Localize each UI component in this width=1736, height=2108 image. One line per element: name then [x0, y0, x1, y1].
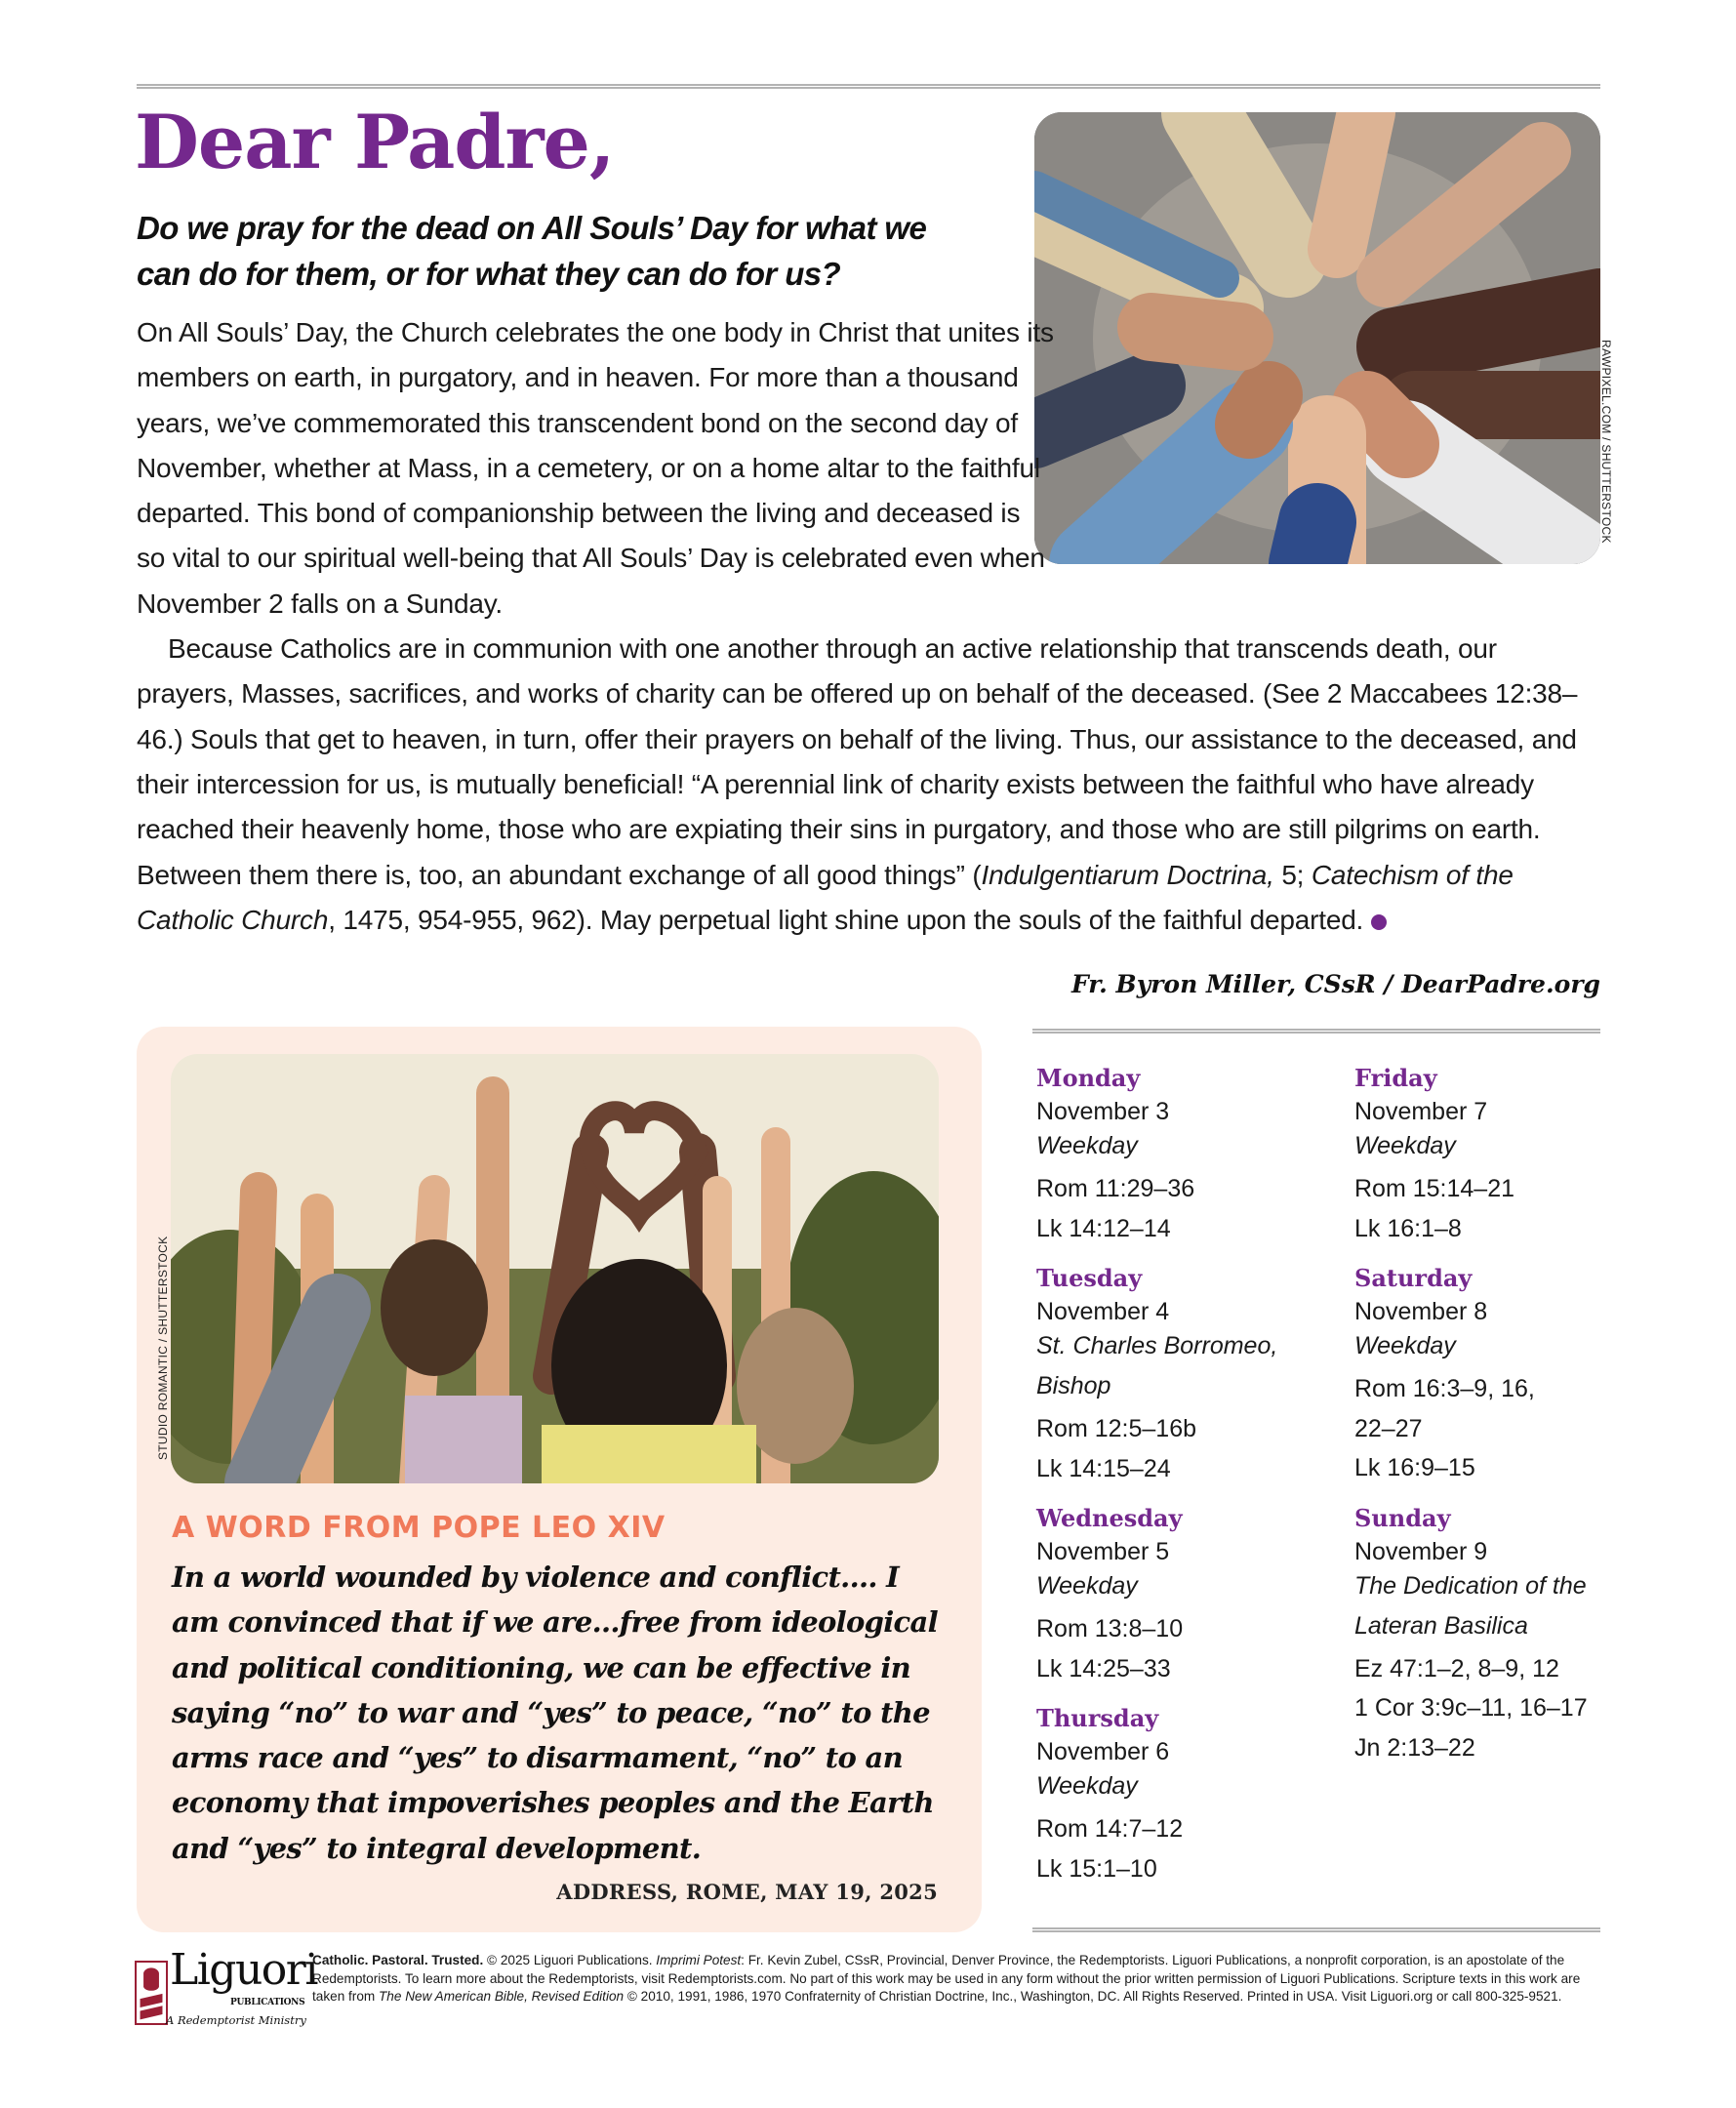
calendar-day-wednesday	[1036, 1502, 1310, 1688]
scripture-reading: Rom 16:3–9, 16,	[1354, 1375, 1535, 1402]
calendar-day-tuesday	[1036, 1262, 1310, 1488]
scripture-reading: Lk 14:15–24	[1036, 1454, 1171, 1482]
calendar-day-sunday	[1354, 1502, 1628, 1768]
footer-text: © 2025 Liguori Publications.	[483, 1953, 657, 1967]
scripture-reading: Rom 14:7–12	[1036, 1815, 1184, 1843]
day-name: Thursday	[1036, 1704, 1159, 1732]
day-name: Wednesday	[1036, 1504, 1183, 1532]
scripture-reading: 22–27	[1354, 1414, 1423, 1442]
scripture-reading: Lk 14:12–14	[1036, 1214, 1171, 1242]
heart-hands-illustration	[171, 1054, 939, 1483]
calendar-bottom-divider	[1032, 1927, 1600, 1932]
footer-text: : Fr. Kevin Zubel, CSsR, Provincial, Denver Province, the Redemptorists. Liguori Publications, a nonprofit corporation, is an apostolate of the Redemptorists. To learn more about the Redemptorists, visit Redemptorists.com. No part of this work may be used in any form without the prior written permission of Liguori Publications. Scripture texts in this work are taken from	[312, 1953, 1581, 2004]
calendar-day-thursday	[1036, 1702, 1310, 1888]
day-date: November 6	[1036, 1738, 1170, 1765]
article-body	[137, 310, 1600, 943]
calendar-day-saturday	[1354, 1262, 1628, 1488]
day-date: November 9	[1354, 1537, 1488, 1565]
copyright-notice	[312, 1952, 1600, 2007]
heart-hands-photo	[171, 1054, 939, 1483]
paragraph-text: , 1475, 954-955, 962). May perpetual light shine upon the souls of the faithful departed.	[328, 904, 1364, 935]
footer-italic: Imprimi Potest	[656, 1953, 742, 1967]
article-paragraph-2	[137, 627, 1600, 943]
day-date: November 4	[1036, 1298, 1170, 1325]
day-name: Sunday	[1354, 1503, 1451, 1532]
citation-title: Catechism of the Catholic Church	[137, 859, 1514, 935]
scripture-reading: Jn 2:13–22	[1354, 1733, 1475, 1762]
feast-name: St. Charles Borromeo,	[1036, 1332, 1278, 1359]
logo-tagline: A Redemptorist Ministry	[166, 2013, 306, 2027]
scripture-reading: Rom 15:14–21	[1354, 1175, 1515, 1202]
logo-publications: PUBLICATIONS	[230, 1998, 305, 2007]
calendar-day-friday	[1354, 1062, 1628, 1248]
emblem-figure-icon	[137, 1963, 166, 2023]
scripture-reading: Lk 16:9–15	[1354, 1454, 1475, 1481]
day-name: Friday	[1354, 1064, 1437, 1092]
photo-credit-hands: RAWPIXEL.COM / SHUTTERSTOCK	[1599, 340, 1613, 544]
end-of-article-dot-icon	[1371, 914, 1387, 930]
day-date: November 8	[1354, 1298, 1488, 1325]
feast-name: Lateran Basilica	[1354, 1611, 1528, 1640]
footer-slogan: Catholic. Pastoral. Trusted.	[312, 1953, 484, 1967]
footer-text: © 2010, 1991, 1986, 1970 Confraternity of Christian Doctrine, Inc., Washington, DC. All Rights Reserved. Printed in USA. Visit Liguori.org or call 800-325-9521.	[624, 1989, 1562, 2004]
page-title: Dear Padre,	[135, 99, 615, 185]
reader-question: Do we pray for the dead on All Souls’ Day for what we can do for them, or for what they can do for us?	[137, 210, 927, 292]
feast-name: Bishop	[1036, 1372, 1111, 1399]
day-date: November 5	[1036, 1538, 1170, 1565]
citation-title: Indulgentiarum Doctrina,	[981, 859, 1274, 890]
day-date: November 7	[1354, 1098, 1488, 1125]
scripture-reading: Lk 16:1–8	[1354, 1214, 1462, 1242]
scripture-reading: Rom 11:29–36	[1036, 1175, 1195, 1202]
pope-quote: In a world wounded by violence and conflict.... I am convinced that if we are...free from ideological and political conditioning, we can be effective in saying “no” to war and “yes” to peace, “no” to the arms race and “yes” to disarmament, “no” to an economy that impoverishes peoples and the Earth and “yes” to integral development.	[172, 1561, 938, 1865]
scripture-reading: Lk 15:1–10	[1036, 1854, 1157, 1883]
photo-credit-hearts: STUDIO ROMANTIC / SHUTTERSTOCK	[156, 1236, 170, 1460]
scripture-reading: Rom 12:5–16b	[1036, 1415, 1197, 1442]
feast-name: Weekday	[1354, 1132, 1456, 1159]
logo-wordmark: Liguori	[170, 1945, 317, 1995]
paragraph-text: Because Catholics are in communion with one another through an active relationship that transcends death, our prayers, Masses, sacrifices, and works of charity can be offered up on behalf of the deceased. (See 2 Maccabees 12:38–46.) Souls that get to heaven, in turn, offer their prayers on behalf of the living. Thus, our assistance to the deceased, and their intercession for us, is mutually beneficial! “A perennial link of charity exists between the faithful who have already reached their heavenly home, those who are expiating their sins in purgatory, and those who are still pilgrims on earth. Between them there is, too, an abundant exchange of all good things” (	[137, 633, 1578, 890]
day-name: Monday	[1036, 1064, 1141, 1092]
day-name: Saturday	[1354, 1264, 1473, 1292]
calendar-day-monday	[1036, 1062, 1310, 1248]
calendar-top-divider	[1032, 1029, 1600, 1034]
paragraph-text: On All Souls’ Day, the Church celebrates the one body in Christ that unites its members on earth, in purgatory, and in heaven. For more than a thousand years, we’ve commemorated this transcendent bond on the second day of November, whether at Mass, in a cemetery, or on a home altar to the faithful departed. This bond of companionship between the living and deceased is so vital to our spiritual well-being that All Souls’ Day is celebrated even when November 2 falls on a Sunday.	[137, 317, 1054, 619]
feast-name: Weekday	[1036, 1772, 1138, 1800]
paragraph-text: 5;	[1273, 859, 1312, 890]
day-date: November 3	[1036, 1098, 1170, 1125]
scripture-reading: 1 Cor 3:9c–11, 16–17	[1354, 1694, 1588, 1722]
scripture-reading: Lk 14:25–33	[1036, 1654, 1171, 1682]
redemptorist-emblem-icon	[135, 1961, 168, 2025]
footer-italic: The New American Bible, Revised Edition	[379, 1989, 625, 2004]
scripture-reading: Rom 13:8–10	[1036, 1615, 1184, 1642]
calendar-column-right	[1354, 1062, 1628, 1781]
photo-float-spacer	[1054, 310, 1600, 574]
calendar-column-left	[1036, 1062, 1310, 1902]
liguori-logo	[135, 1945, 317, 2035]
feast-name: The Dedication of the	[1354, 1571, 1587, 1600]
feast-name: Weekday	[1354, 1332, 1456, 1359]
scripture-reading: Ez 47:1–2, 8–9, 12	[1354, 1654, 1559, 1682]
top-divider	[137, 84, 1600, 89]
feast-name: Weekday	[1036, 1572, 1138, 1600]
feast-name: Weekday	[1036, 1132, 1138, 1159]
pope-word-heading: A WORD FROM POPE LEO XIV	[172, 1511, 666, 1545]
pope-quote-source: ADDRESS, ROME, MAY 19, 2025	[556, 1880, 938, 1904]
day-name: Tuesday	[1036, 1264, 1143, 1292]
author-byline: Fr. Byron Miller, CSsR / DearPadre.org	[1070, 970, 1600, 998]
